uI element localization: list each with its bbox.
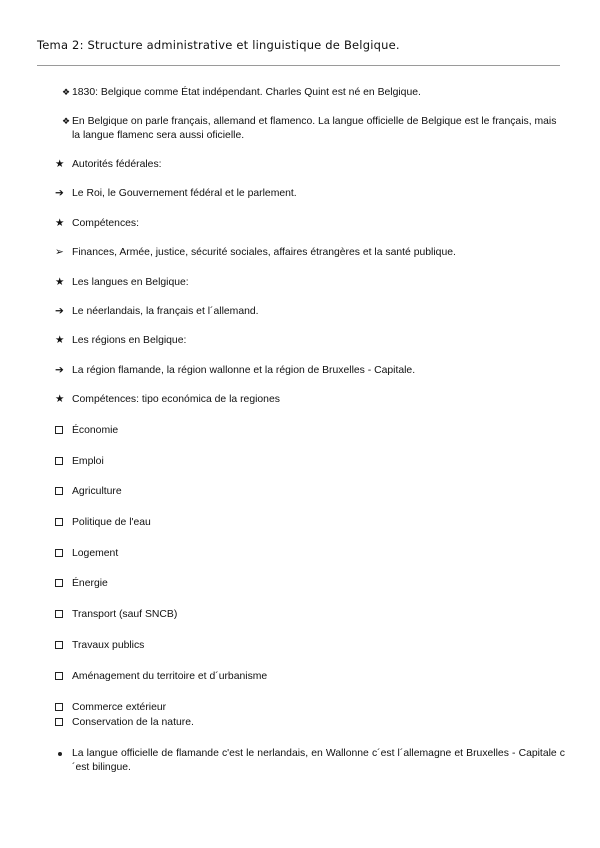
checkbox-icon — [55, 703, 63, 711]
list-item — [55, 217, 565, 231]
arrow-bullet-icon: ➔ — [55, 305, 64, 317]
list-item-text: Finances, Armée, justice, sécurité sociales, affaires étrangères et la santé publique. — [72, 247, 456, 258]
checklist-item-label: Conservation de la nature. — [72, 717, 194, 728]
checkbox-icon — [55, 610, 63, 618]
star-bullet-icon: ★ — [55, 158, 65, 170]
title-divider — [37, 65, 560, 66]
list-item — [55, 305, 565, 319]
checklist-item — [55, 670, 565, 685]
star-bullet-icon: ★ — [55, 217, 65, 229]
checklist-item-label: Travaux publics — [72, 640, 145, 651]
checklist-item-label: Emploi — [72, 456, 104, 467]
list-item — [55, 393, 565, 407]
checklist-item-label: Logement — [72, 548, 119, 559]
document-title: Tema 2: Structure administrative et linguistique de Belgique. — [37, 38, 400, 52]
checkbox-icon — [55, 457, 63, 465]
list-item-text: Les régions en Belgique: — [72, 335, 187, 346]
list-item-text: En Belgique on parle français, allemand et flamenco. La langue officielle de Belgique est le français, mais la langue flamenc sera aussi oficielle. — [72, 116, 557, 141]
checklist-item — [55, 547, 565, 562]
arrowhead-bullet-icon: ➢ — [55, 246, 64, 258]
checklist-item-label: Transport (sauf SNCB) — [72, 609, 178, 620]
checklist-item — [55, 424, 565, 439]
list-item — [62, 115, 565, 142]
checklist-item-label: Aménagement du territoire et d´urbanisme — [72, 671, 268, 682]
checkbox-icon — [55, 672, 63, 680]
checklist-item-label: Énergie — [72, 578, 108, 589]
list-item-text: Compétences: — [72, 218, 139, 229]
list-item-text: Compétences: tipo económica de la regiones — [72, 394, 280, 405]
checklist-item-label: Politique de l'eau — [72, 517, 151, 528]
final-note-text: La langue officielle de flamande c'est le nerlandais, en Wallonne c´est l´allemagne et Bruxelles - Capitale c ´est bilingue. — [72, 748, 565, 773]
checkbox-icon — [55, 518, 63, 526]
checkbox-icon — [55, 549, 63, 557]
list-item-text: Le néerlandais, la français et l´allemand. — [72, 306, 259, 317]
list-item — [55, 276, 565, 290]
checklist-item — [55, 639, 565, 654]
checkbox-icon — [55, 426, 63, 434]
arrow-bullet-icon: ➔ — [55, 364, 64, 376]
checklist-item-label: Économie — [72, 425, 119, 436]
checklist-item — [55, 455, 565, 470]
list-item-text: Les langues en Belgique: — [72, 277, 189, 288]
checkbox-icon — [55, 718, 63, 726]
round-bullet-icon — [58, 752, 62, 756]
star-bullet-icon: ★ — [55, 276, 65, 288]
diamond-bullet-icon: ❖ — [62, 116, 71, 126]
checklist-item — [55, 716, 565, 731]
list-item — [55, 364, 565, 378]
checkbox-icon — [55, 487, 63, 495]
list-item-text: Le Roi, le Gouvernement fédéral et le parlement. — [72, 188, 297, 199]
list-item — [55, 246, 565, 260]
list-item — [55, 187, 565, 201]
final-note — [55, 747, 565, 774]
list-item-text: La région flamande, la région wallonne et la région de Bruxelles - Capitale. — [72, 365, 416, 376]
list-item — [55, 334, 565, 348]
list-item — [55, 158, 565, 172]
checklist-item — [55, 701, 565, 716]
star-bullet-icon: ★ — [55, 393, 65, 405]
list-item-text: Autorités fédérales: — [72, 159, 162, 170]
checklist-item — [55, 608, 565, 623]
star-bullet-icon: ★ — [55, 334, 65, 346]
checklist-item — [55, 485, 565, 500]
list-item — [62, 86, 565, 100]
checkbox-icon — [55, 579, 63, 587]
list-item-text: 1830: Belgique comme État indépendant. Charles Quint est né en Belgique. — [72, 87, 421, 98]
checklist-item — [55, 516, 565, 531]
checklist-item-label: Commerce extérieur — [72, 702, 167, 713]
checklist-item-label: Agriculture — [72, 486, 122, 497]
arrow-bullet-icon: ➔ — [55, 187, 64, 199]
checklist-item — [55, 577, 565, 592]
checkbox-icon — [55, 641, 63, 649]
diamond-bullet-icon: ❖ — [62, 87, 71, 97]
